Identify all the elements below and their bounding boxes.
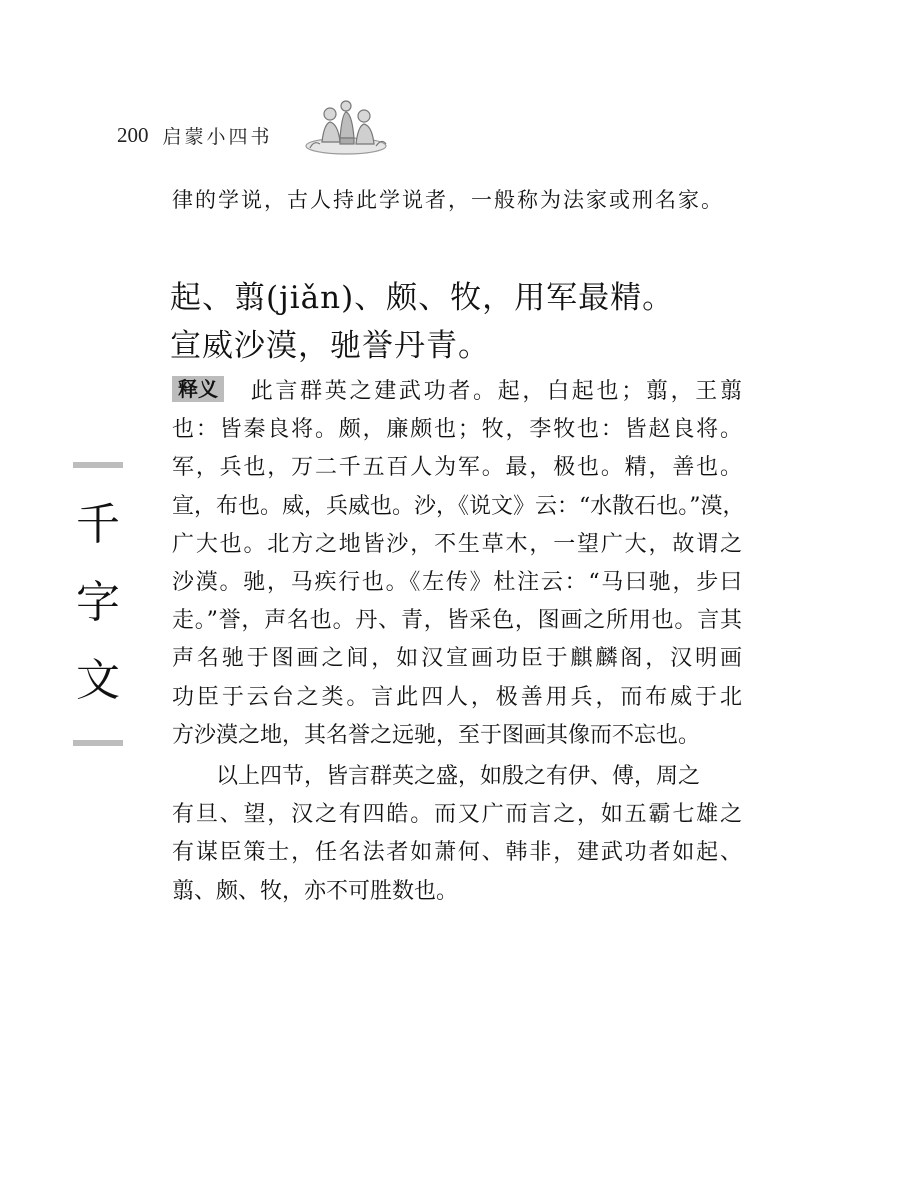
explanation-line — [172, 373, 742, 411]
summary-line: 有谋臣策士，任名法者如萧何、韩非，建武功者如起、 — [172, 840, 742, 866]
side-tab-char: 千 — [76, 499, 120, 550]
explanation-tag: 释义 — [172, 376, 224, 402]
summary-line: 翦、颇、牧，亦不可胜数也。 — [172, 878, 459, 904]
explanation-line: 功臣于云台之类。言此四人，极善用兵，而布威于北 — [172, 684, 742, 710]
page-number: 200 — [117, 122, 149, 147]
explanation-line: 也：皆秦良将。颇，廉颇也；牧，李牧也：皆赵良将。 — [172, 417, 742, 443]
side-tab-chars — [73, 468, 123, 740]
explanation-line: 走。”誉，声名也。丹、青，皆采色，图画之所用也。言其 — [172, 608, 742, 634]
summary-line: 以上四节，皆言群英之盛，如殷之有伊、傅，周之 — [216, 764, 701, 789]
continued-text: 律的学说，古人持此学说者，一般称为法家或刑名家。 — [172, 188, 724, 212]
side-section-tab — [73, 462, 123, 746]
verse-line-2: 宣威沙漠，驰誉丹青。 — [170, 328, 490, 364]
explanation-line: 军，兵也，万二千五百人为军。最，极也。精，善也。 — [172, 455, 742, 481]
explanation-line: 沙漠。驰，马疾行也。《左传》杜注云：“马曰驰，步曰 — [172, 570, 742, 596]
explanation-line: 宣，布也。威，兵威也。沙，《说文》云：“水散石也。”漠， — [172, 493, 745, 519]
explanation-line: 方沙漠之地，其名誉之远驰，至于图画其像而不忘也。 — [172, 722, 701, 748]
explanation-line: 广大也。北方之地皆沙，不生草木，一望广大，故谓之 — [172, 531, 742, 557]
explanation-line-text: 此言群英之建武功者。起，白起也；翦，王翦 — [248, 379, 742, 404]
side-tab-char: 字 — [76, 577, 120, 628]
verse-line-1: 起、翦(jiǎn)、颇、牧，用军最精。 — [170, 280, 675, 316]
summary-line: 有旦、望，汉之有四皓。而又广而言之，如五霸七雄之 — [172, 802, 742, 828]
side-tab-bottom-bar — [73, 740, 123, 746]
summary-paragraph — [172, 758, 752, 911]
scholars-illustration-icon — [300, 98, 392, 158]
explanation-line: 声名驰于图画之间，如汉宣画功臣于麒麟阁，汉明画 — [172, 646, 742, 672]
explanation-paragraph — [172, 373, 752, 755]
side-tab-char: 文 — [76, 655, 120, 706]
book-title: 启蒙小四书 — [162, 125, 273, 148]
running-header — [117, 120, 273, 150]
